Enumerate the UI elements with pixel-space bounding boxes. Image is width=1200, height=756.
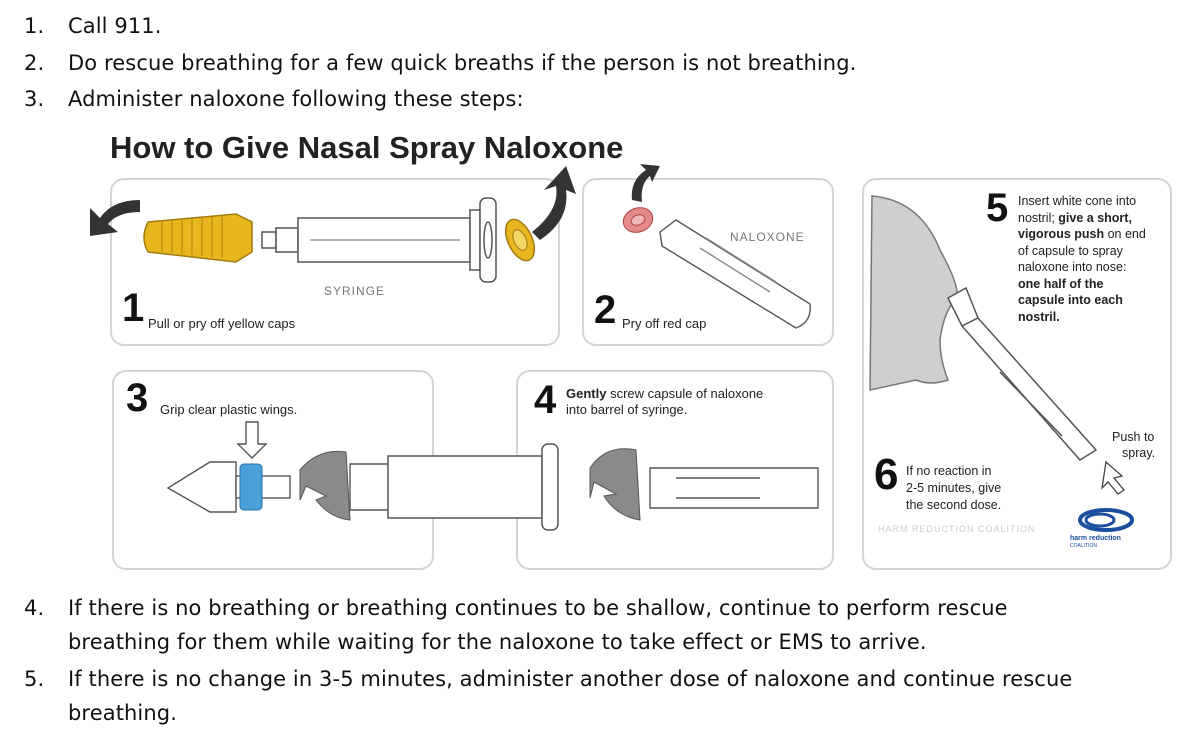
step-2-number: 2	[594, 288, 617, 332]
after-step-5	[24, 667, 1073, 725]
step-1-caption: Pull or pry off yellow caps	[148, 316, 296, 331]
step-text-continued: breathing for them while waiting for the naloxone to take effect or EMS to arrive.	[68, 630, 927, 654]
step-5-line: nostril; give a short,	[1018, 210, 1132, 225]
logo-line-2: COALITION	[1070, 543, 1097, 549]
step-6-line-3: the second dose.	[906, 498, 1002, 512]
nasal-cone-icon	[168, 462, 290, 512]
step-6-line-2: 2-5 minutes, give	[906, 481, 1002, 495]
step-text: If there is no change in 3-5 minutes, administer another dose of naloxone and continue rescue	[68, 667, 1073, 691]
step-text: Administer naloxone following these steps:	[68, 87, 524, 111]
step-text: Call 911.	[68, 14, 162, 38]
step-1-number: 1	[122, 286, 145, 330]
step-text: If there is no breathing or breathing continues to be shallow, continue to perform rescue	[68, 596, 1008, 620]
barrel-left-icon	[350, 464, 390, 510]
step-5-number: 5	[986, 186, 1009, 230]
step-5-line: nostril.	[1018, 309, 1060, 324]
harm-reduction-logo	[1080, 510, 1132, 530]
step-4-caption	[566, 386, 763, 401]
step-text: Do rescue breathing for a few quick breaths if the person is not breathing.	[68, 51, 857, 75]
step-2-caption: Pry off red cap	[622, 316, 707, 331]
faded-coalition-text: HARM REDUCTION COALITION	[878, 524, 1036, 534]
capsule-icon	[650, 468, 818, 508]
twist-arrow-left-icon	[300, 451, 350, 520]
face-profile-icon	[870, 196, 957, 390]
step-number: 3.	[24, 87, 45, 111]
blue-grip-wings-icon	[240, 464, 262, 510]
curved-arrow-cap-icon	[632, 164, 660, 202]
syringe-icon	[262, 198, 496, 282]
push-arrow-icon	[1102, 462, 1124, 494]
step-4-number: 4	[534, 378, 557, 422]
yellow-cap-right-icon	[500, 215, 540, 265]
push-label-2: spray.	[1122, 446, 1156, 460]
step-5-line: Insert white cone into	[1018, 194, 1137, 208]
naloxone-label: NALOXONE	[730, 230, 805, 244]
twist-arrow-right-icon	[590, 449, 640, 520]
step-4-bold: Gently	[566, 386, 607, 401]
after-step-4	[24, 596, 1008, 654]
step-number: 1.	[24, 14, 45, 38]
step-6-number: 6	[874, 450, 899, 499]
figure-title: How to Give Nasal Spray Naloxone	[110, 130, 624, 165]
down-arrow-icon	[238, 422, 266, 458]
curved-arrow-left-icon	[90, 200, 140, 236]
step-4-caption-line2: into barrel of syringe.	[566, 402, 688, 417]
step-6-line-1: If no reaction in	[906, 464, 992, 478]
syringe-barrel-icon	[388, 444, 558, 530]
logo-line-1: harm reduction	[1070, 535, 1121, 542]
syringe-label: SYRINGE	[324, 284, 386, 298]
step-text-continued: breathing.	[68, 701, 177, 725]
step-3-number: 3	[126, 376, 149, 420]
step-number: 2.	[24, 51, 45, 75]
step-5-line: of capsule to spray	[1018, 243, 1123, 258]
step-5-line: capsule into each	[1018, 293, 1123, 307]
step-4-rest: screw capsule of naloxone	[606, 386, 764, 401]
step-5-line: one half of the	[1018, 276, 1104, 291]
step-5-line: vigorous push on end	[1018, 227, 1146, 241]
yellow-cap-left-icon	[144, 214, 252, 262]
curved-arrow-up-icon	[532, 166, 576, 240]
step-number: 4.	[24, 596, 45, 620]
step-5-line: naloxone into nose:	[1018, 260, 1127, 274]
push-label-1: Push to	[1112, 430, 1155, 444]
step-3-caption: Grip clear plastic wings.	[160, 402, 298, 417]
step-5-instructions	[1018, 193, 1178, 325]
step-number: 5.	[24, 667, 45, 691]
red-cap-icon	[620, 204, 656, 237]
